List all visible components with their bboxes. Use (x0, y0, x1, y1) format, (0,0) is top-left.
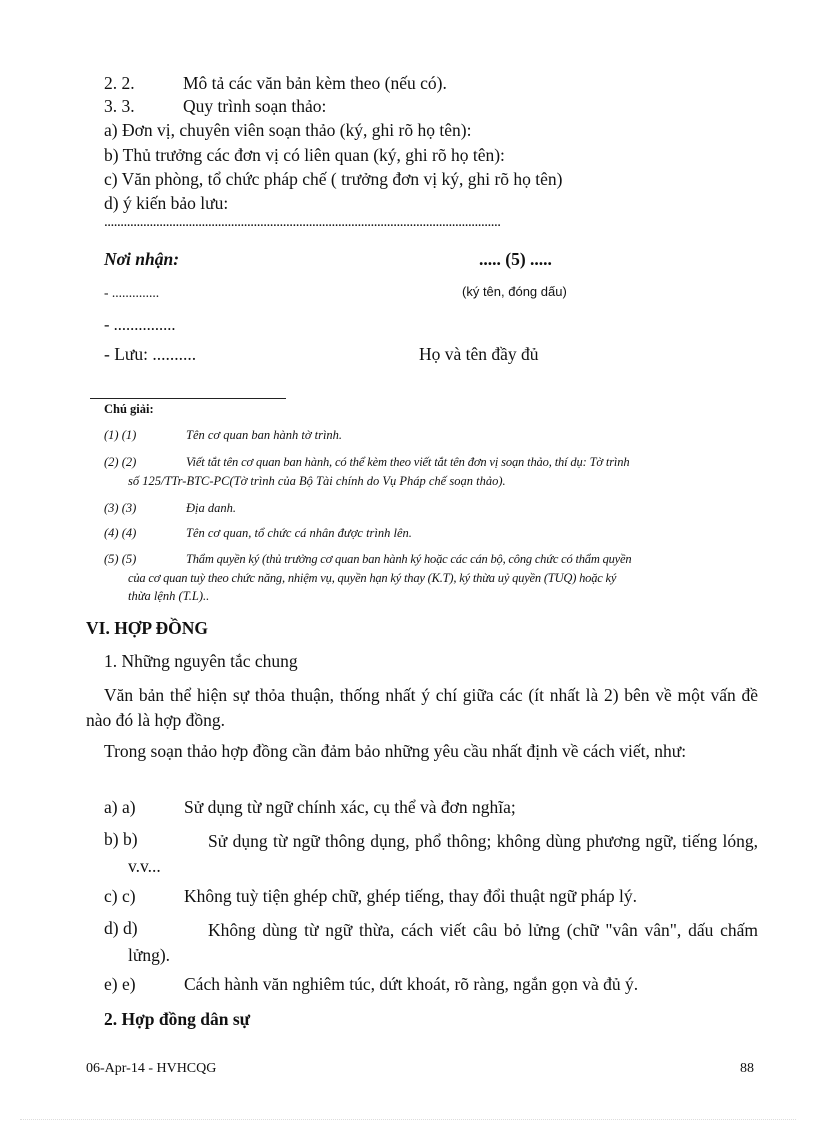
note-text-cont: thừa lệnh (T.L).. (128, 589, 210, 603)
note-text: Thẩm quyền ký (thủ trưởng cơ quan ban hành ký hoặc các cán bộ, công chức có thẩm quyền (186, 552, 632, 566)
list-text: Không tuỳ tiện ghép chữ, ghép tiếng, thay đổi thuật ngữ pháp lý. (184, 886, 637, 906)
page-edge (20, 1119, 796, 1120)
signing-authority (479, 249, 552, 270)
page-number: 88 (740, 1061, 754, 1076)
list-text-inner: Sử dụng từ ngữ thông dụng, phổ thông; không dùng phương ngữ, tiếng lóng, v.v... (128, 831, 758, 876)
sub-item-d: d) ý kiến bảo lưu: (104, 193, 229, 213)
note-text: Tên cơ quan, tổ chức cá nhân được trình lên. (186, 526, 412, 540)
sub-item-a: a) Đơn vị, chuyên viên soạn thảo (ký, ghi rõ họ tên): (104, 120, 472, 140)
paragraph-2: Trong soạn thảo hợp đồng cần đảm bảo những yêu cầu nhất định về cách viết, như: (104, 741, 687, 761)
note-number: (5) (5) (104, 552, 137, 566)
section-subtitle (104, 651, 298, 672)
sub-item-c: c) Văn phòng, tổ chức pháp chế ( trưởng đơn vị ký, ghi rõ họ tên) (104, 169, 563, 189)
list-text (104, 918, 758, 968)
footnote-separator (90, 398, 286, 399)
item-number: 3. 3. (104, 96, 135, 116)
item-number: 2. 2. (104, 73, 135, 93)
item-3-text: Quy trình soạn thảo: (183, 96, 327, 116)
note-text-cont: của cơ quan tuỳ theo chức năng, nhiệm vụ, quyền hạn ký thay (K.T), ký thừa uỷ quyền (TUQ) hoặc ký (128, 571, 617, 585)
paragraph-1: Văn bản thể hiện sự thỏa thuận, thống nhất ý chí giữa các (ít nhất là 2) bên về một vấn đề nào đó là hợp đồng. (86, 685, 758, 730)
note-text: Tên cơ quan ban hành tờ trình. (186, 428, 343, 442)
list-text: Cách hành văn nghiêm túc, dứt khoát, rõ ràng, ngắn gọn và đủ ý. (184, 974, 639, 994)
note-text-cont: số 125/TTr-BTC-PC(Tờ trình của Bộ Tài chính do Vụ Pháp chế soạn thảo). (128, 474, 506, 488)
list-text: Sử dụng từ ngữ chính xác, cụ thể và đơn nghĩa; (184, 797, 516, 817)
list-number: e) e) (104, 974, 136, 994)
note-text: Địa danh. (186, 501, 236, 515)
recipients-label: Nơi nhận: (104, 249, 180, 269)
full-name: Họ và tên đầy đủ (419, 344, 539, 364)
list-number: c) c) (104, 886, 136, 906)
item-2-text: Mô tả các văn bản kèm theo (nếu có). (183, 73, 447, 93)
section-title: VI. HỢP ĐỒNG (86, 618, 209, 638)
note-number: (2) (2) (104, 455, 137, 469)
sign-note: (ký tên, đóng dấu) (462, 284, 567, 299)
subtitle-text: 1. Những nguyên tắc chung (104, 651, 298, 671)
recipient-1: - .............. (104, 285, 160, 300)
sub-item-b: b) Thủ trưởng các đơn vị có liên quan (ký, ghi rõ họ tên): (104, 145, 505, 165)
note-number: (3) (3) (104, 501, 137, 515)
footer-left: 06-Apr-14 - HVHCQG (86, 1061, 217, 1076)
recipient-2: - ............... (104, 315, 176, 334)
list-number: d) d) (104, 918, 138, 938)
note-number: (1) (1) (104, 428, 137, 442)
archive-line: - Lưu: .......... (104, 344, 197, 364)
authority-text: ..... (5) ..... (479, 249, 552, 269)
note-text: Viết tắt tên cơ quan ban hành, có thể kèm theo viết tắt tên đơn vị soạn thảo, thí dụ: Tờ trình (186, 455, 630, 469)
dotted-line: .......................................................................................................................... (104, 214, 501, 230)
list-text (104, 829, 758, 879)
list-number: b) b) (104, 829, 138, 849)
item-2 (104, 73, 135, 94)
note-number: (4) (4) (104, 526, 137, 540)
section-subtitle-2: 2. Hợp đồng dân sự (104, 1009, 251, 1029)
list-text-inner: Không dùng từ ngữ thừa, cách viết câu bỏ lửng (chữ "vân vân", dấu chấm lửng). (128, 920, 758, 965)
item-3 (104, 96, 135, 117)
list-number: a) a) (104, 797, 136, 817)
notes-title: Chú giải: (104, 402, 154, 416)
